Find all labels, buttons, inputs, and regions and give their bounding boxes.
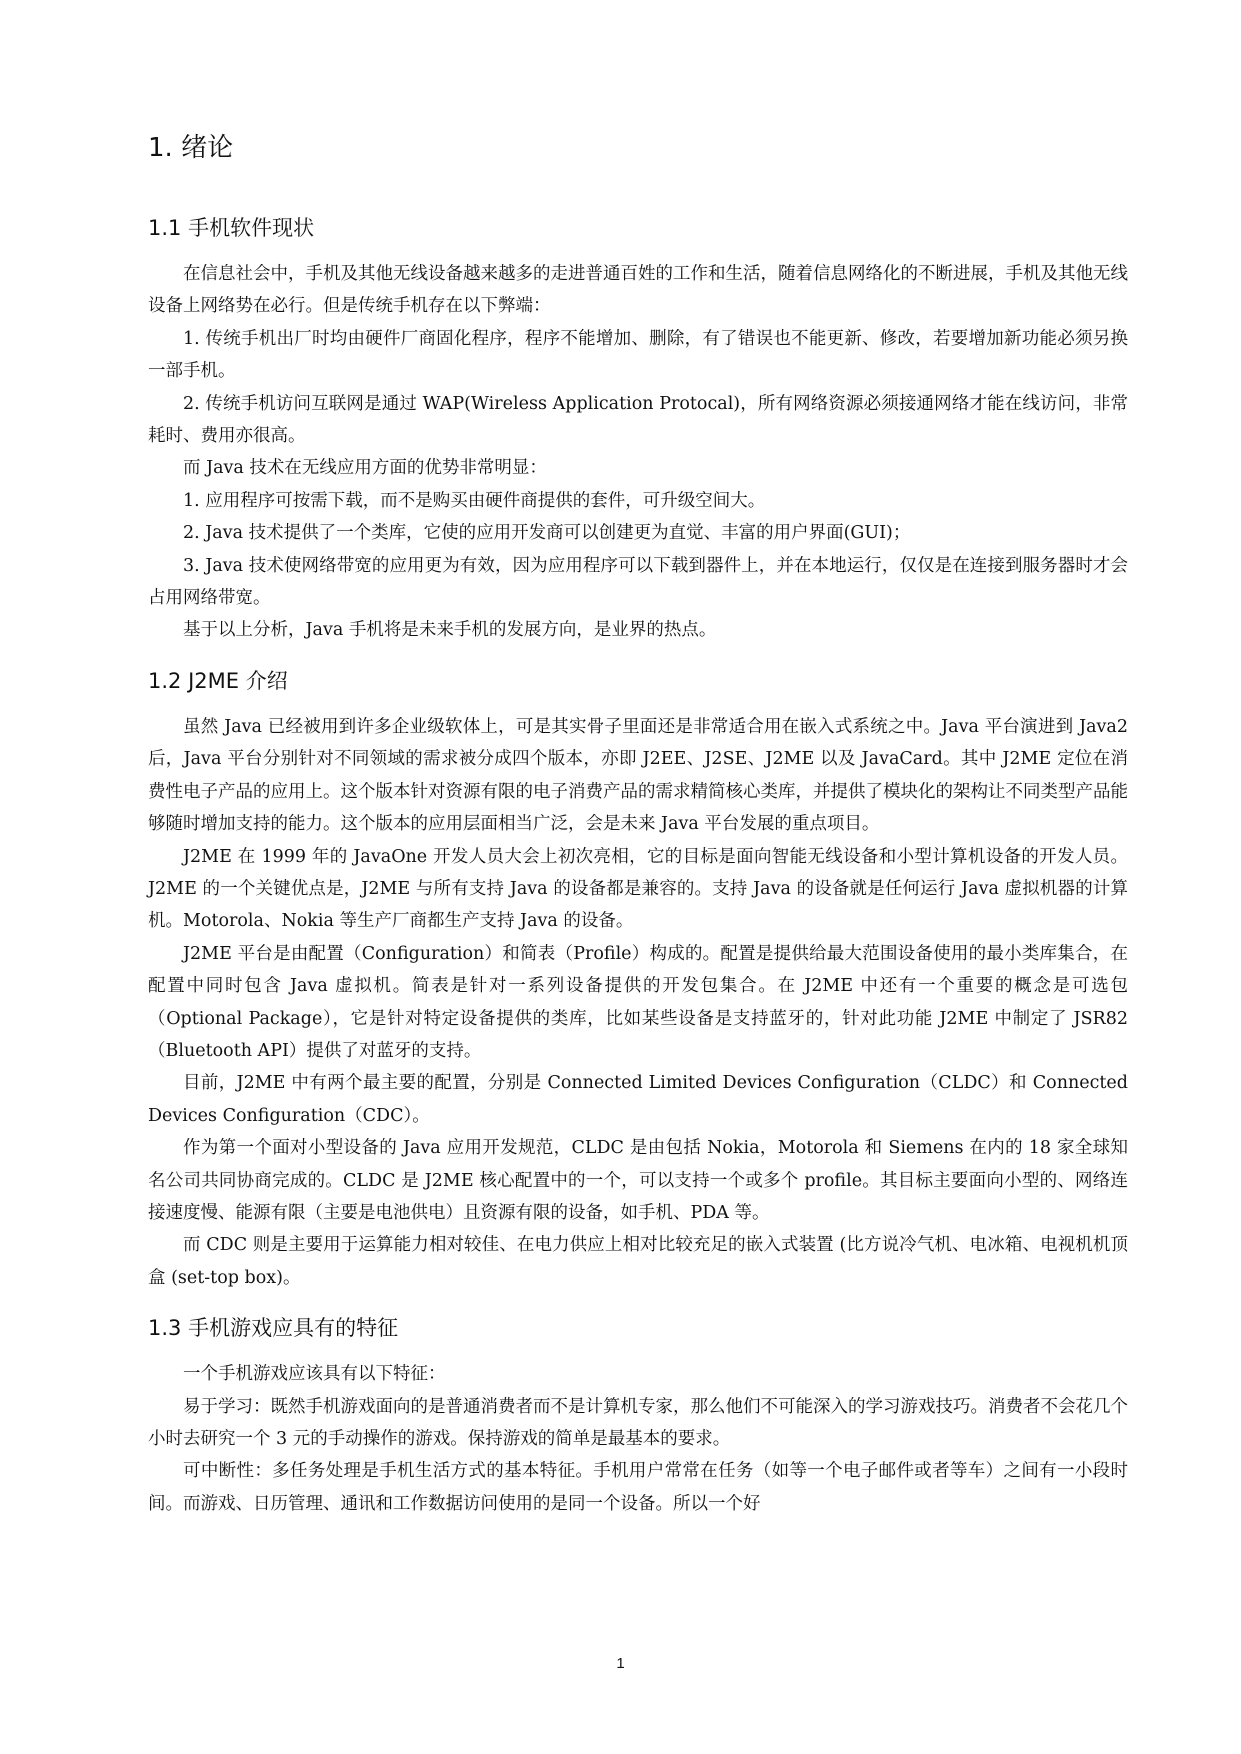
paragraph: 2. 传统手机访问互联网是通过 WAP(Wireless Application Protocal)，所有网络资源必须接通网络才能在线访问，非常耗时、费用亦很高。 (148, 393, 1128, 447)
paragraph: 1. 传统手机出厂时均由硬件厂商固化程序，程序不能增加、删除，有了错误也不能更新、修改，若要增加新功能必须另换一部手机。 (148, 328, 1128, 382)
paragraph: 易于学习：既然手机游戏面向的是普通消费者而不是计算机专家，那么他们不可能深入的学习游戏技巧。消费者不会花几个小时去研究一个 3 元的手动操作的游戏。保持游戏的简单是最基本的要求。 (148, 1396, 1128, 1449)
paragraph: 目前，J2ME 中有两个最主要的配置，分别是 Connected Limited Devices Configuration（CLDC）和 Connected Devices Configuration（CDC）。 (148, 1073, 1128, 1126)
paragraph: 1. 应用程序可按需下载，而不是购买由硬件商提供的套件，可升级空间大。 (183, 490, 766, 511)
chapter-title: 1. 绪论 (148, 133, 234, 163)
paragraph: 可中断性：多任务处理是手机生活方式的基本特征。手机用户常常在任务（如等一个电子邮件或者等车）之间有一小段时间。而游戏、日历管理、通讯和工作数据访问使用的是同一个设备。所以一个好 (148, 1461, 1128, 1514)
page-number: 1 (616, 1655, 625, 1672)
paragraph: 3. Java 技术使网络带宽的应用更为有效，因为应用程序可以下载到器件上，并在本地运行，仅仅是在连接到服务器时才会占用网络带宽。 (148, 555, 1128, 609)
paragraph: 而 Java 技术在无线应用方面的优势非常明显： (183, 458, 547, 479)
paragraph: J2ME 在 1999 年的 JavaOne 开发人员大会上初次亮相，它的目标是面向智能无线设备和小型计算机设备的开发人员。J2ME 的一个关键优点是，J2ME 与所有支持 Java 的设备都是兼容的。支持 Java 的设备就是任何运行 Java 虚拟机器的计算机。Motorola、Nokia 等生产厂商都生产支持 Java 的设备。 (148, 846, 1128, 932)
section-1-1 (148, 210, 1128, 647)
paragraph: 而 CDC 则是主要用于运算能力相对较佳、在电力供应上相对比较充足的嵌入式装置 (比方说冷气机、电冰箱、电视机机顶盒 (set-top box)。 (148, 1235, 1128, 1288)
paragraph: 虽然 Java 已经被用到许多企业级软体上，可是其实骨子里面还是非常适合用在嵌入式系统之中。Java 平台演进到 Java2 后，Java 平台分别针对不同领域的需求被分成四个版本，亦即 J2EE、J2SE、J2ME 以及 JavaCard。其中 J2ME 定位在消费性电子产品的应用上。这个版本针对资源有限的电子消费产品的需求精简核心类库，并提供了模块化的架构让不同类型产品能够随时增加支持的能力。这个版本的应用层面相当广泛，会是未来 Java 平台发展的重点项目。 (148, 716, 1128, 835)
paragraph: J2ME 平台是由配置（Configuration）和简表（Profile）构成的。配置是提供给最大范围设备使用的最小类库集合，在配置中同时包含 Java 虚拟机。简表是针对一系列设备提供的开发包集合。在 J2ME 中还有一个重要的概念是可选包（Optional Package），它是针对特定设备提供的类库，比如某些设备是支持蓝牙的，针对此功能 J2ME 中制定了 JSR82（Bluetooth API）提供了对蓝牙的支持。 (148, 943, 1128, 1061)
section-1-3 (148, 1310, 1128, 1520)
paragraph: 在信息社会中，手机及其他无线设备越来越多的走进普通百姓的工作和生活，随着信息网络化的不断进展，手机及其他无线设备上网络势在必行。但是传统手机存在以下弊端： (148, 264, 1128, 317)
section-heading: 1.2 J2ME 介绍 (148, 668, 288, 693)
paragraph: 作为第一个面对小型设备的 Java 应用开发规范，CLDC 是由包括 Nokia，Motorola 和 Siemens 在内的 18 家全球知名公司共同协商完成的。CLDC 是 J2ME 核心配置中的一个，可以支持一个或多个 profile。其目标主要面向小型的、网络连接速度慢、能源有限（主要是电池供电）且资源有限的设备，如手机、PDA 等。 (148, 1138, 1128, 1223)
paragraph: 2. Java 技术提供了一个类库，它使的应用开发商可以创建更为直觉、丰富的用户界面(GUI)； (183, 523, 911, 544)
paragraph: 基于以上分析，Java 手机将是未来手机的发展方向，是业界的热点。 (183, 620, 717, 641)
paragraph: 一个手机游戏应该具有以下特征： (183, 1364, 446, 1385)
section-1-2 (148, 663, 1128, 1294)
section-heading: 1.3 手机游戏应具有的特征 (148, 1316, 399, 1341)
section-heading: 1.1 手机软件现状 (148, 216, 315, 240)
page-content (148, 128, 1128, 1536)
